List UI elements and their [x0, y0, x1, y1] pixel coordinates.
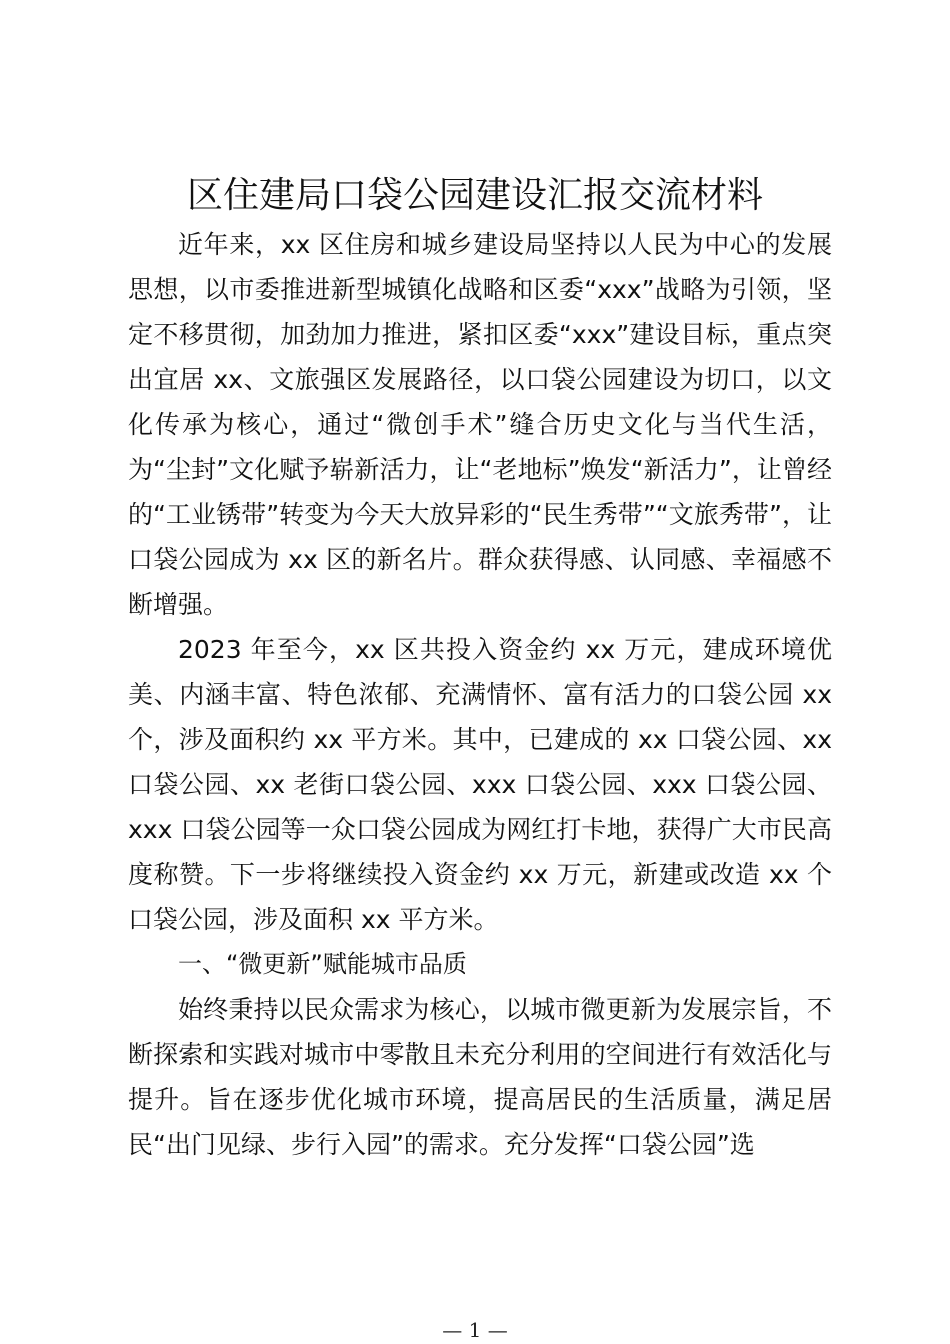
section-heading: 一、“微更新”赋能城市品质: [178, 950, 467, 978]
document-title: 区住建局口袋公园建设汇报交流材料: [186, 175, 763, 216]
investment-paragraph: 2023 年至今，xx 区共投入资金约 xx 万元，建成环境优美、内涵丰富、特色浓郁、充满情怀、富有活力的口袋公园 xx 个，涉及面积约 xx 平方米。其中，已建成的 xx 口袋公园、xx 口袋公园、xx 老街口袋公园、xxx 口袋公园、xxx 口袋公园、xxx 口袋公园等一众口袋公园成为网红打卡地，获得广大市民高度称赞。下一步将继续投入资金约 xx 万元，新建或改造 xx 个口袋公园，涉及面积 xx 平方米。: [128, 635, 832, 934]
page-number: — 1 —: [442, 1318, 508, 1342]
document-body: [128, 222, 832, 1167]
intro-paragraph: 近年来，xx 区住房和城乡建设局坚持以人民为中心的发展思想，以市委推进新型城镇化战略和区委“xxx”战略为引领，坚定不移贯彻，加劲加力推进，紧扣区委“xxx”建设目标，重点突出宜居 xx、文旅强区发展路径，以口袋公园建设为切口，以文化传承为核心，通过“微创手术”缝合历史文化与当代生活，为“尘封”文化赋予崭新活力，让“老地标”焕发“新活力”，让曾经的“工业锈带”转变为今天大放异彩的“民生秀带”“文旅秀带”，让口袋公园成为 xx 区的新名片。群众获得感、认同感、幸福感不断增强。: [128, 230, 832, 619]
section-paragraph: 始终秉持以民众需求为核心，以城市微更新为发展宗旨，不断探索和实践对城市中零散且未充分利用的空间进行有效活化与提升。旨在逐步优化城市环境，提高居民的生活质量，满足居民“出门见绿、步行入园”的需求。充分发挥“口袋公园”选: [128, 995, 832, 1159]
